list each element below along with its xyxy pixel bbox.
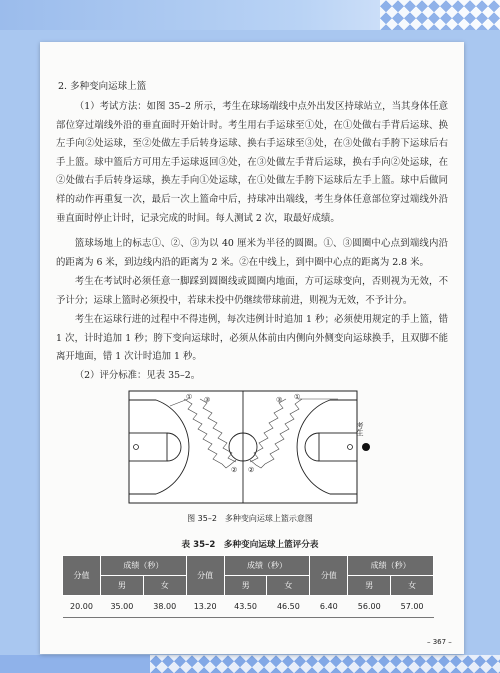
paragraph-test-method: （1）考试方法：如图 35–2 所示，考生在球场端线中点外出发区持球站立，当其身体任意部位穿过端线外沿的垂直面时开始计时。考生用右手运球至①处，在①处做右手背后运球、换左手向②处运球，至②处做左手后转身运球、换右手运球至③处，在③处做右手胯下运球后右手上篮。球中篮后方可用左手运球返回③处，在③处做左手背后运球，换右手向②处运球，在②处做右手后转身运球，换左手向①处运球，在①处做左手胯下运球后左手上篮。球中后做同样的动作再重复一次，最后一次上篮命中后，持球冲出端线，考生身体任意部位穿过端线外沿垂直面时停止计时，记录完成的时间。每人测试 2 次，取最好成绩。	[56, 101, 448, 224]
cell-score: 20.00	[63, 596, 101, 618]
marker-1-right: ①	[294, 393, 301, 401]
header-result-1: 成绩（秒）	[101, 556, 187, 576]
court-svg	[128, 390, 378, 505]
cell-male: 43.50	[224, 596, 267, 618]
checker-decoration-top	[380, 0, 500, 30]
paragraph-rules-circle: 考生在考试时必须任意一脚踩到圆圈线或圆圈内地面，方可运球变向，否则视为无效，不予计分；运球上篮时必须投中，若球未投中仍继续带球前进，则视为无效，不予计分。	[56, 276, 448, 306]
cell-female: 46.50	[267, 596, 310, 618]
marker-2-right: ②	[248, 466, 255, 474]
header-male-2: 男	[224, 576, 267, 596]
marker-3-left: ③	[204, 396, 211, 404]
table-caption: 表 35–2 多种变向运球上篮评分表	[181, 540, 319, 550]
cell-male: 35.00	[101, 596, 144, 618]
header-score-2: 分值	[186, 556, 224, 596]
figure-caption: 图 35–2 多种变向运球上篮示意图	[187, 514, 313, 523]
examinee-ball-icon	[362, 443, 370, 451]
header-female-1: 女	[143, 576, 186, 596]
score-table	[62, 555, 434, 618]
cell-score: 6.40	[310, 596, 348, 618]
cell-score: 13.20	[186, 596, 224, 618]
header-score-1: 分值	[63, 556, 101, 596]
cell-female: 57.00	[391, 596, 434, 618]
marker-1-left: ①	[186, 393, 193, 401]
header-result-3: 成绩（秒）	[348, 556, 434, 576]
basketball-court-diagram	[128, 390, 378, 505]
marker-3-right: ③	[276, 396, 283, 404]
checker-decoration-bottom	[150, 655, 500, 673]
cell-female: 38.00	[143, 596, 186, 618]
header-female-3: 女	[391, 576, 434, 596]
section-heading: 2. 多种变向运球上篮	[58, 81, 147, 92]
header-result-2: 成绩（秒）	[224, 556, 310, 576]
marker-2-left: ②	[231, 466, 238, 474]
header-male-1: 男	[101, 576, 144, 596]
header-female-2: 女	[267, 576, 310, 596]
paragraph-scoring: （2）评分标准：见表 35–2。	[74, 370, 201, 381]
examinee-label: 考生	[356, 422, 364, 436]
cell-male: 56.00	[348, 596, 391, 618]
paragraph-rules-violation: 考生在运球行进的过程中不得违例，每次违例计时追加 1 秒；必须使用规定的手上篮，错 1 次，计时追加 1 秒；胯下变向运球时，必须从体前由内侧向外侧变向运球换手，且双脚不能离开地面，错 1 次计时追加 1 秒。	[56, 314, 448, 363]
header-male-3: 男	[348, 576, 391, 596]
paragraph-markers: 篮球场地上的标志①、②、③为以 40 厘米为半径的圆圈。①、③圆圈中心点到端线内沿的距离为 6 米，到边线内沿的距离为 2 米。②在中线上，到中圈中心点的距离为 2.8 米。	[56, 238, 448, 268]
table-row	[63, 596, 434, 618]
page-number: – 367 –	[427, 638, 452, 646]
header-score-3: 分值	[310, 556, 348, 596]
